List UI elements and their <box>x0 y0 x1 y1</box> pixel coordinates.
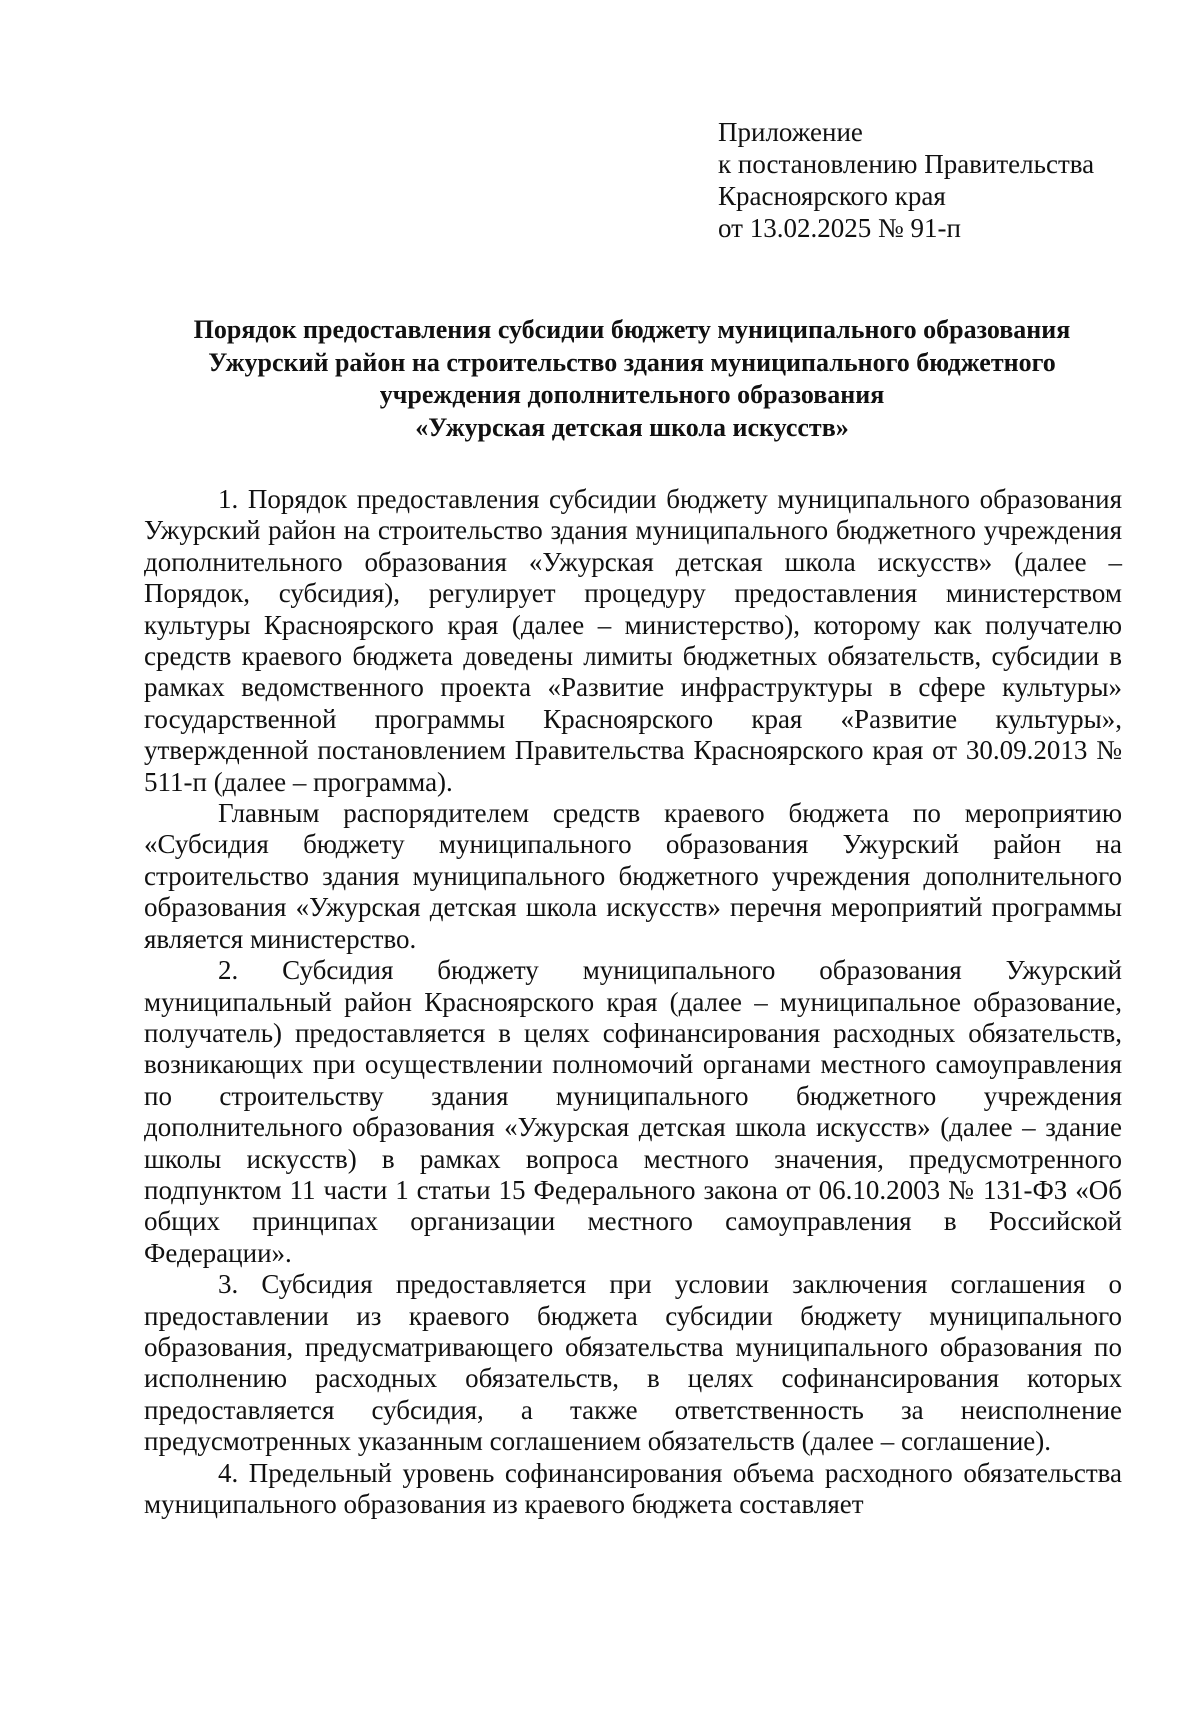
title-line: Порядок предоставления субсидии бюджету муниципального образования <box>193 315 1071 344</box>
appendix-line: Приложение <box>718 117 863 147</box>
paragraph-main-manager: Главным распорядителем средств краевого бюджета по мероприятию «Субсидия бюджету муниципального образования Ужурский район на строительство здания муниципального бюджетного учреждения дополнительного образования «Ужурская детская школа искусств» перечня мероприятий программы является министерство. <box>144 798 1122 954</box>
paragraph-1: 1. Порядок предоставления субсидии бюджету муниципального образования Ужурский район на строительство здания муниципального бюджетного учреждения дополнительного образования «Ужурская детская школа искусств» (далее – Порядок, субсидия), регулирует процедуру предоставления министерством культуры Красноярского края (далее – министерство), которому как получателю средств краевого бюджета доведены лимиты бюджетных обязательств, субсидии в рамках ведомственного проекта «Развитие инфраструктуры в сфере культуры» государственной программы Красноярского края «Развитие культуры», утвержденной постановлением Правительства Красноярского края от 30.09.2013 № 511-п (далее – программа). <box>144 484 1122 797</box>
appendix-line: Красноярского края <box>718 181 946 211</box>
title-line: Ужурский район на строительство здания муниципального бюджетного <box>208 347 1056 377</box>
paragraph-3: 3. Субсидия предоставляется при условии заключения соглашения о предоставлении из краевого бюджета субсидии бюджету муниципального образования, предусматривающего обязательства муниципального образования по исполнению расходных обязательств, в целях софинансирования которых предоставляется субсидия, а также ответственность за неисполнение предусмотренных указанным соглашением обязательств (далее – соглашение). <box>144 1269 1122 1457</box>
appendix-line: к постановлению Правительства <box>718 149 1095 179</box>
paragraph-4: 4. Предельный уровень софинансирования объема расходного обязательства муниципального образования из краевого бюджета составляет <box>144 1457 1122 1519</box>
title-line: «Ужурская детская школа искусств» <box>415 412 849 442</box>
appendix-line: от 13.02.2025 № 91-п <box>718 213 961 243</box>
document-body <box>144 484 1122 1520</box>
document-title <box>140 314 1124 444</box>
appendix-header <box>718 116 1094 244</box>
paragraph-2: 2. Субсидия бюджету муниципального образования Ужурский муниципальный район Красноярского края (далее – муниципальное образование, получатель) предоставляется в целях софинансирования расходных обязательств, возникающих при осуществлении полномочий органами местного самоуправления по строительству здания муниципального бюджетного учреждения дополнительного образования «Ужурская детская школа искусств» (далее – здание школы искусств) в рамках вопроса местного значения, предусмотренного подпунктом 11 части 1 статьи 15 Федерального закона от 06.10.2003 № 131-ФЗ «Об общих принципах организации местного самоуправления в Российской Федерации». <box>144 955 1122 1268</box>
title-line: учреждения дополнительного образования <box>379 380 885 409</box>
